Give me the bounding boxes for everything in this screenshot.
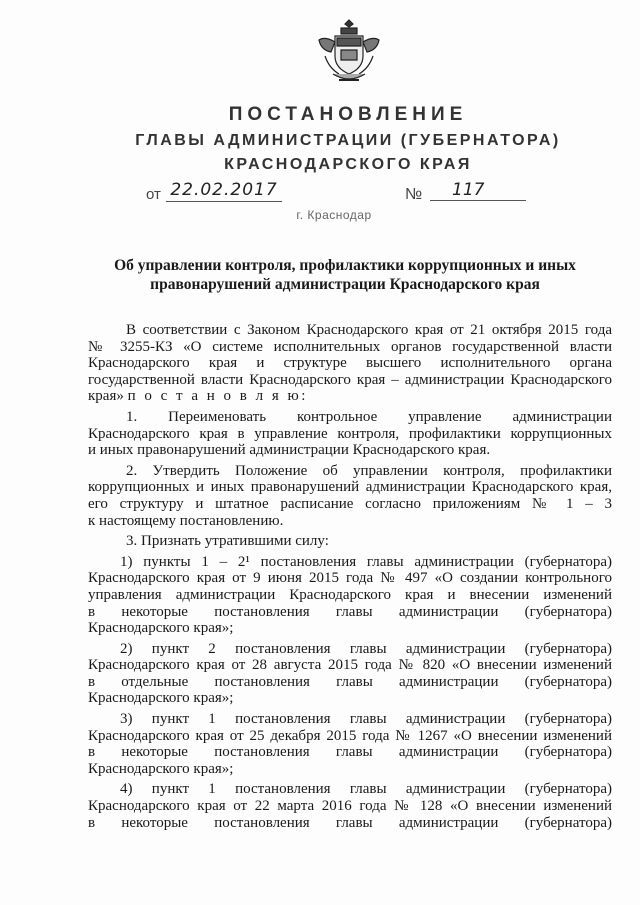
document-type-heading: ПОСТАНОВЛЕНИЕ xyxy=(228,104,468,125)
body-line: 3) пункт 1 постановления главы администрации (губернатора) xyxy=(120,711,612,728)
body-line: 2. Утвердить Положение об управлении контроля, профилактики xyxy=(126,462,612,479)
body-line: 2) пункт 2 постановления главы администрации (губернатора) xyxy=(120,640,612,657)
body-line: 1) пункты 1 – 2¹ постановления главы администрации (губернатора) xyxy=(120,553,612,570)
document-body xyxy=(88,322,612,831)
body-line xyxy=(88,388,612,405)
body-line: управления администрации Краснодарского края и внесении изменений xyxy=(88,586,612,603)
region-heading: КРАСНОДАРСКОГО КРАЯ xyxy=(224,156,472,173)
document-title xyxy=(110,256,580,294)
date-value: 22.02.2017 xyxy=(166,180,282,202)
number-prefix: № xyxy=(405,186,423,203)
date-prefix: от xyxy=(146,186,161,203)
body-line: Краснодарского края и структуре высшего исполнительного органа xyxy=(88,355,612,372)
body-line: Краснодарского края от 25 декабря 2015 года № 1267 «О внесении изменений xyxy=(88,727,612,744)
body-line: Краснодарского края»; xyxy=(88,690,234,707)
body-line: в некоторые постановления главы администрации (губернатора) xyxy=(88,603,612,620)
body-line: Краснодарского края»; xyxy=(88,620,234,637)
body-line: его структуру и штатное расписание согласно приложениям № 1 – 3 xyxy=(88,495,612,512)
body-fragment: края» xyxy=(88,388,124,405)
city-label: г. Краснодар xyxy=(296,208,372,222)
body-line: Краснодарского края»; xyxy=(88,760,234,777)
body-line: Краснодарского края от 22 марта 2016 года № 128 «О внесении изменений xyxy=(88,798,612,815)
date-number-row xyxy=(0,180,640,208)
body-line: Краснодарского края в управление контроля, профилактики коррупционных xyxy=(88,425,612,442)
body-line: коррупционных и иных правонарушений администрации Краснодарского края, xyxy=(88,479,612,496)
body-line: в некоторые постановления главы администрации (губернатора) xyxy=(88,814,612,831)
title-line: правонарушений администрации Краснодарского края xyxy=(150,276,540,293)
number-value: 117 xyxy=(430,180,526,201)
body-line: Краснодарского края от 28 августа 2015 года № 820 «О внесении изменений xyxy=(88,657,612,674)
body-line: № 3255-КЗ «О системе исполнительных органов государственной власти xyxy=(88,338,612,355)
decree-verb: п о с т а н о в л я ю: xyxy=(127,388,308,405)
title-line: Об управлении контроля, профилактики коррупционных и иных xyxy=(114,257,576,274)
body-line: Краснодарского края от 9 июня 2015 года № 497 «О создании контрольного xyxy=(88,570,612,587)
body-line: к настоящему постановлению. xyxy=(88,512,284,529)
body-line: 4) пункт 1 постановления главы администрации (губернатора) xyxy=(120,781,612,798)
body-line: 3. Признать утратившими силу: xyxy=(126,533,329,550)
issuer-heading: ГЛАВЫ АДМИНИСТРАЦИИ (ГУБЕРНАТОРА) xyxy=(135,132,561,149)
body-line: 1. Переименовать контрольное управление администрации xyxy=(126,408,612,425)
body-line: в некоторые постановления главы администрации (губернатора) xyxy=(88,744,612,761)
body-line: государственной власти Краснодарского края – администрации Краснодарского xyxy=(88,371,612,388)
coat-of-arms-icon xyxy=(315,16,383,88)
body-line: в отдельные постановления главы администрации (губернатора) xyxy=(88,673,612,690)
body-line: и иных правонарушений администрации Краснодарского края. xyxy=(88,442,491,459)
body-line: В соответствии с Законом Краснодарского края от 21 октября 2015 года xyxy=(126,322,612,338)
